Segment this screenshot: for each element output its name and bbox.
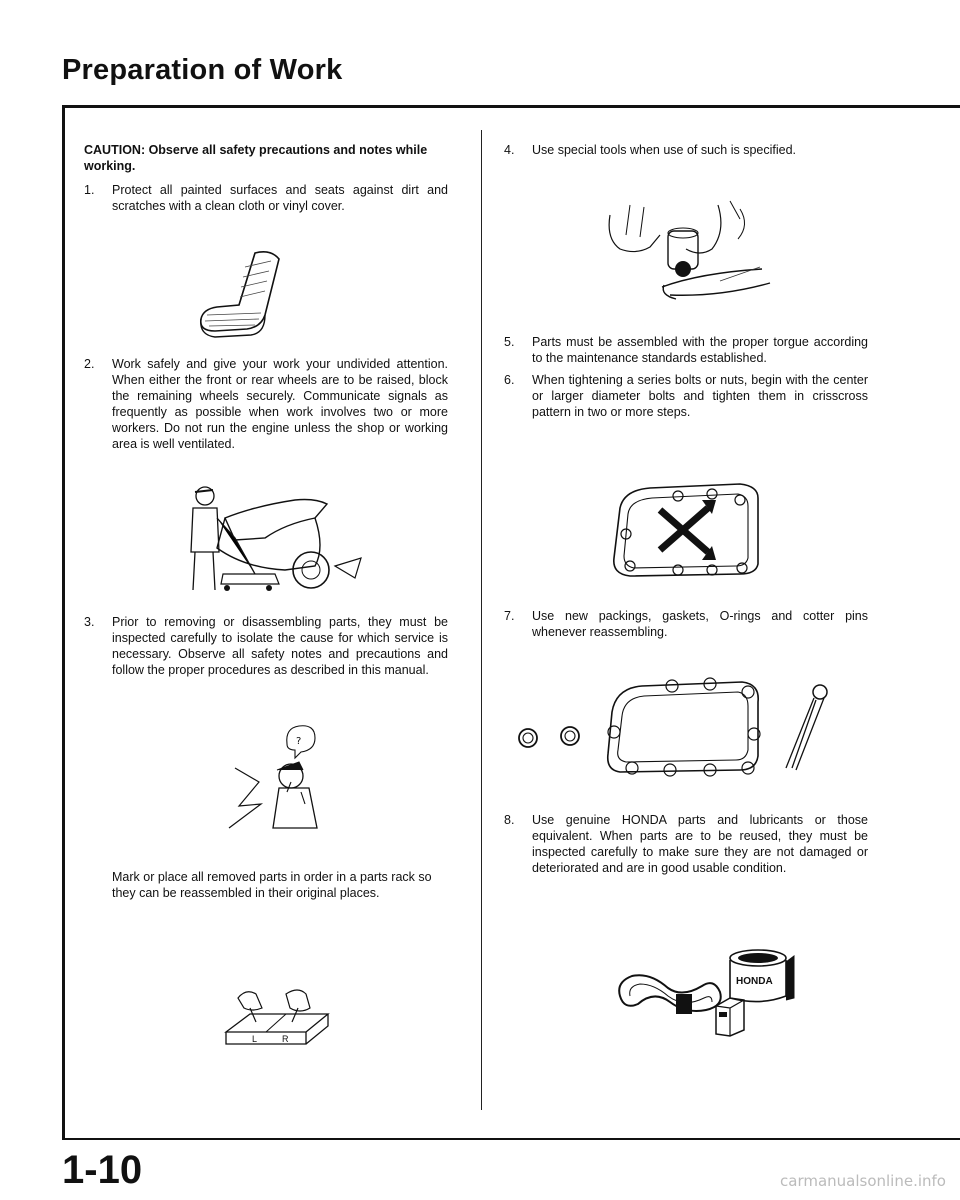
list-item-2: [84, 356, 448, 452]
item-number: 2.: [84, 357, 95, 371]
gasket-oring-illustration: [502, 672, 842, 782]
top-rule: [62, 105, 960, 108]
crisscross-bolt-illustration: [600, 478, 770, 588]
can-brand-label: HONDA: [736, 976, 773, 987]
item-number: 4.: [504, 143, 515, 157]
list-item-4: [504, 142, 868, 158]
rack-label-left: L: [252, 1034, 258, 1044]
item-number: 6.: [504, 373, 515, 387]
item-number: 3.: [84, 615, 95, 629]
column-divider: [481, 130, 482, 1110]
seat-cover-illustration: [185, 245, 295, 345]
parts-rack-illustration: [222, 978, 334, 1054]
caution-note: CAUTION: Observe all safety precautions and notes while working.: [84, 143, 428, 173]
list-item-8: [504, 812, 868, 876]
watermark: carmanualsonline.info: [780, 1172, 946, 1190]
item-text: When tightening a series bolts or nuts, begin with the center or larger diameter bolts and tighten them in crisscross pattern in two or more steps.: [532, 373, 868, 419]
item-number: 1.: [84, 183, 95, 197]
page-number: 1-10: [62, 1148, 143, 1192]
list-item-3: [84, 614, 448, 678]
list-item-5: [504, 334, 868, 366]
item-text: Use new packings, gaskets, O-rings and cotter pins whenever reassembling.: [532, 609, 868, 639]
item-text: Protect all painted surfaces and seats against dirt and scratches with a clean cloth or vinyl cover.: [112, 183, 448, 213]
special-tool-illustration: [600, 195, 780, 310]
item-text: Use genuine HONDA parts and lubricants or those equivalent. When parts are to be reused, they must be inspected carefully to make sure they are not damaged or deteriorated and are in good usable condition.: [532, 813, 868, 875]
honda-parts-illustration: [610, 938, 810, 1048]
item-number: 8.: [504, 813, 515, 827]
list-item-6: [504, 372, 868, 420]
item-text: Use special tools when use of such is specified.: [532, 143, 797, 157]
mechanic-jack-illustration: [165, 478, 375, 608]
list-item-1: [84, 182, 448, 214]
thinking-mechanic-illustration: [225, 718, 345, 838]
rack-label-right: R: [282, 1034, 289, 1044]
item-number: 7.: [504, 609, 515, 623]
item-text: Parts must be assembled with the proper torgue according to the maintenance standards established.: [532, 335, 868, 365]
item-text: Work safely and give your work your undivided attention. When either the front or rear wheels are to be raised, block the remaining wheels securely. Communicate signals as frequently as possible when work involves two or more workers. Do not run the engine unless the shop or working area is well ventilated.: [112, 357, 448, 451]
page-title: Preparation of Work: [62, 54, 343, 86]
thought-mark: ?: [296, 736, 302, 747]
item-text: Prior to removing or disassembling parts, they must be inspected carefully to isolate the cause for which service is necessary. Observe all safety notes and precautions and follow the proper procedures as described in this manual.: [112, 615, 448, 677]
left-rule: [62, 105, 65, 1140]
note-text: Mark or place all removed parts in order in a parts rack so they can be reassembled in their original places.: [112, 870, 432, 900]
item-number: 5.: [504, 335, 515, 349]
bottom-rule: [62, 1138, 960, 1140]
list-item-7: [504, 608, 868, 640]
